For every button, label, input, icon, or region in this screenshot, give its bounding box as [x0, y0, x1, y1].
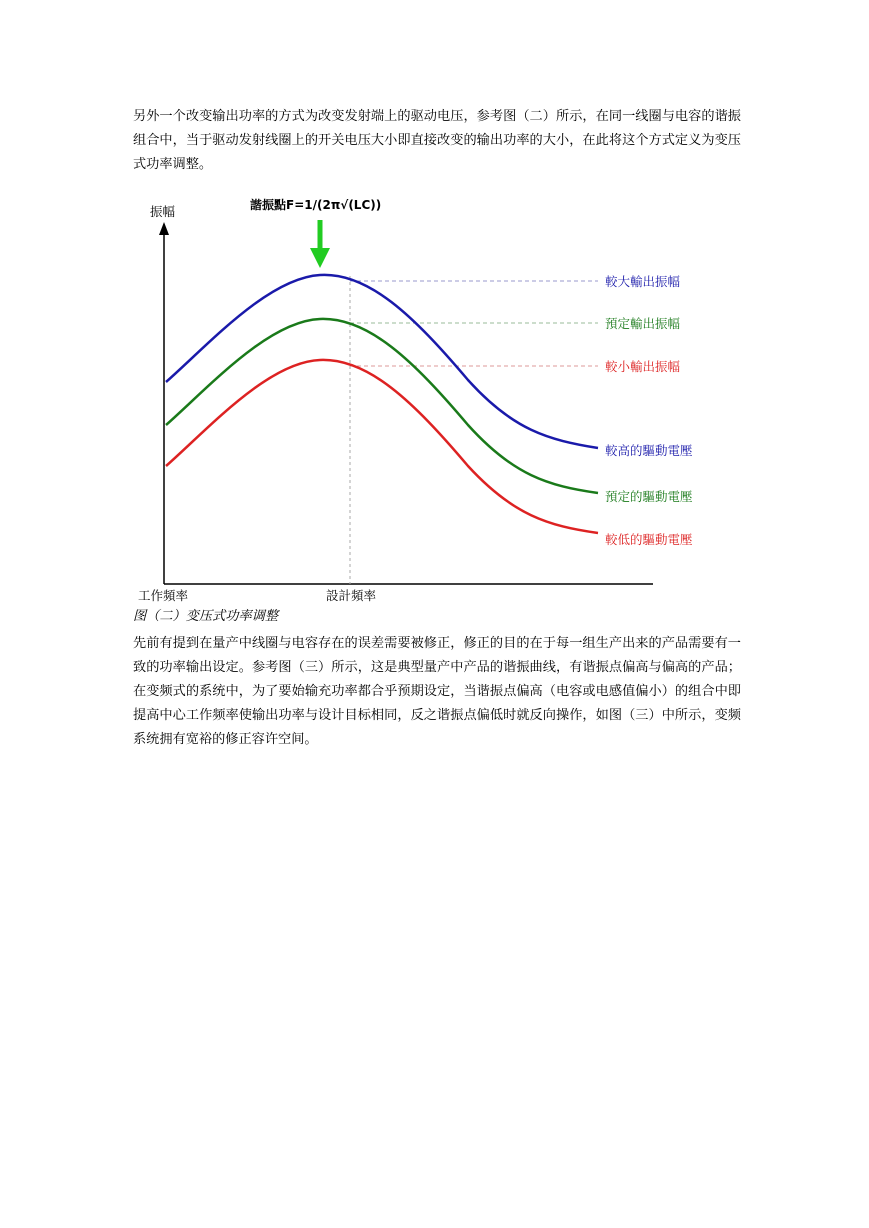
nominal-voltage-label: 預定的驅動電壓	[605, 489, 693, 504]
design-frequency-label: 設計頻率	[326, 588, 377, 603]
calibration-paragraph: 先前有提到在量产中线圈与电容存在的误差需要被修正，修正的目的在于每一组生产出来的产品需要有一致的功率输出设定。参考图（三）所示，这是典型量产中产品的谐振曲线，有谐振点偏高与偏高的产品；在变频式的系统中，为了要始输充功率都合乎预期设定，当谐振点偏高（电容或电感值偏小）的组合中即提高中心工作频率使输出功率与设计目标相同，反之谐振点偏低时就反向操作，如图（三）中所示，变频系统拥有宽裕的修正容许空间。	[133, 636, 741, 747]
resonance-diagram	[128, 190, 728, 610]
nominal-amplitude-label: 預定輸出振幅	[605, 316, 681, 331]
y-axis-label: 振幅	[150, 204, 176, 219]
min-amplitude-label: 較小輸出振幅	[605, 359, 681, 374]
max-amplitude-label: 較大輸出振幅	[605, 274, 681, 289]
high-voltage-curve	[166, 275, 598, 448]
high-voltage-label: 較高的驅動電壓	[605, 443, 693, 458]
low-voltage-curve	[166, 360, 598, 533]
figure-caption: 图（二）变压式功率调整	[133, 609, 279, 624]
resonance-label: 諧振點F=1/(2π√(LC))	[250, 198, 382, 212]
intro-paragraph: 另外一个改变输出功率的方式为改变发射端上的驱动电压，参考图（二）所示，在同一线圈与电容的谐振组合中，当于驱动发射线圈上的开关电压大小即直接改变的输出功率的大小，在此将这个方式定义为变压式功率调整。	[133, 109, 741, 172]
resonance-arrow-head	[310, 248, 330, 268]
low-voltage-label: 較低的驅動電壓	[605, 532, 693, 547]
y-axis-arrow	[159, 222, 169, 235]
x-axis-label: 工作頻率	[138, 588, 189, 603]
resonance-figure	[128, 190, 728, 610]
